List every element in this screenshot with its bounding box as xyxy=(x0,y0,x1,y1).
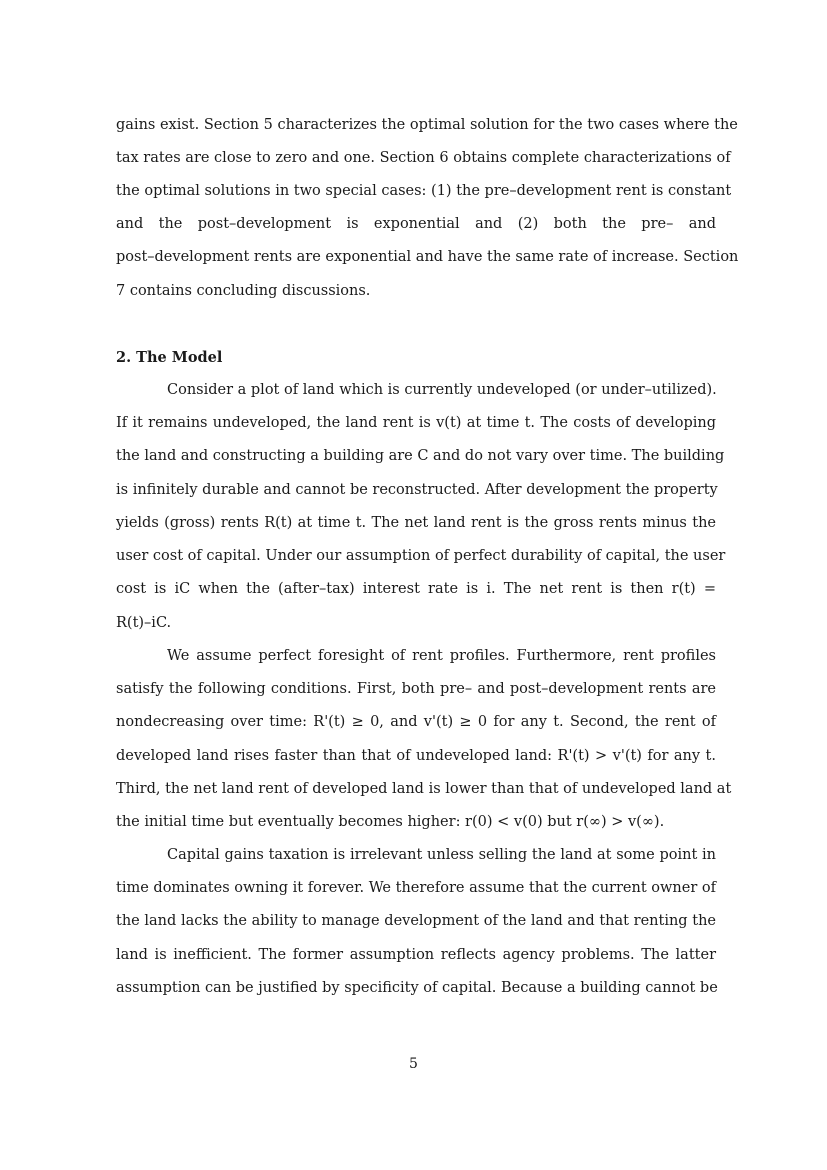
text-line: the land lacks the ability to manage development of the land and that renting the xyxy=(116,913,716,929)
text-line: the land and constructing a building are C and do not vary over time. The building xyxy=(116,448,725,464)
section-heading: 2. The Model xyxy=(116,349,223,366)
text-line: 7 contains concluding discussions. xyxy=(116,283,371,299)
text-line: If it remains undeveloped, the land rent is v(t) at time t. The costs of developing xyxy=(116,415,716,431)
text-line: We assume perfect foresight of rent profiles. Furthermore, rent profiles xyxy=(167,648,716,664)
text-line: Third, the net land rent of developed land is lower than that of undeveloped land at xyxy=(116,781,732,797)
text-line: R(t)–iC. xyxy=(116,615,172,631)
text-line: gains exist. Section 5 characterizes the optimal solution for the two cases where the xyxy=(116,117,738,133)
page-number: 5 xyxy=(409,1056,418,1072)
text-line: and the post–development is exponential and (2) both the pre– and xyxy=(116,216,716,232)
text-line: post–development rents are exponential and have the same rate of increase. Section xyxy=(116,249,739,265)
text-line: user cost of capital. Under our assumption of perfect durability of capital, the user xyxy=(116,548,726,564)
text-line: is infinitely durable and cannot be reconstructed. After development the property xyxy=(116,482,718,498)
text-line: the initial time but eventually becomes higher: r(0) < v(0) but r(∞) > v(∞). xyxy=(116,814,665,830)
text-line: developed land rises faster than that of undeveloped land: R'(t) > v'(t) for any t. xyxy=(116,748,716,764)
text-line: tax rates are close to zero and one. Section 6 obtains complete characterizations of xyxy=(116,150,731,166)
text-line: cost is iC when the (after–tax) interest rate is i. The net rent is then r(t) = xyxy=(116,581,716,597)
text-line: time dominates owning it forever. We therefore assume that the current owner of xyxy=(116,880,716,896)
text-line: Capital gains taxation is irrelevant unless selling the land at some point in xyxy=(167,847,716,863)
text-line: assumption can be justified by specificity of capital. Because a building cannot be xyxy=(116,980,718,996)
text-line: yields (gross) rents R(t) at time t. The net land rent is the gross rents minus the xyxy=(116,515,716,531)
text-line: Consider a plot of land which is currently undeveloped (or under–utilized). xyxy=(167,382,717,398)
text-line: nondecreasing over time: R'(t) ≥ 0, and v'(t) ≥ 0 for any t. Second, the rent of xyxy=(116,714,716,730)
text-line: satisfy the following conditions. First, both pre– and post–development rents are xyxy=(116,681,716,697)
text-line: the optimal solutions in two special cases: (1) the pre–development rent is constant xyxy=(116,183,732,199)
text-line: land is inefficient. The former assumption reflects agency problems. The latter xyxy=(116,947,716,963)
